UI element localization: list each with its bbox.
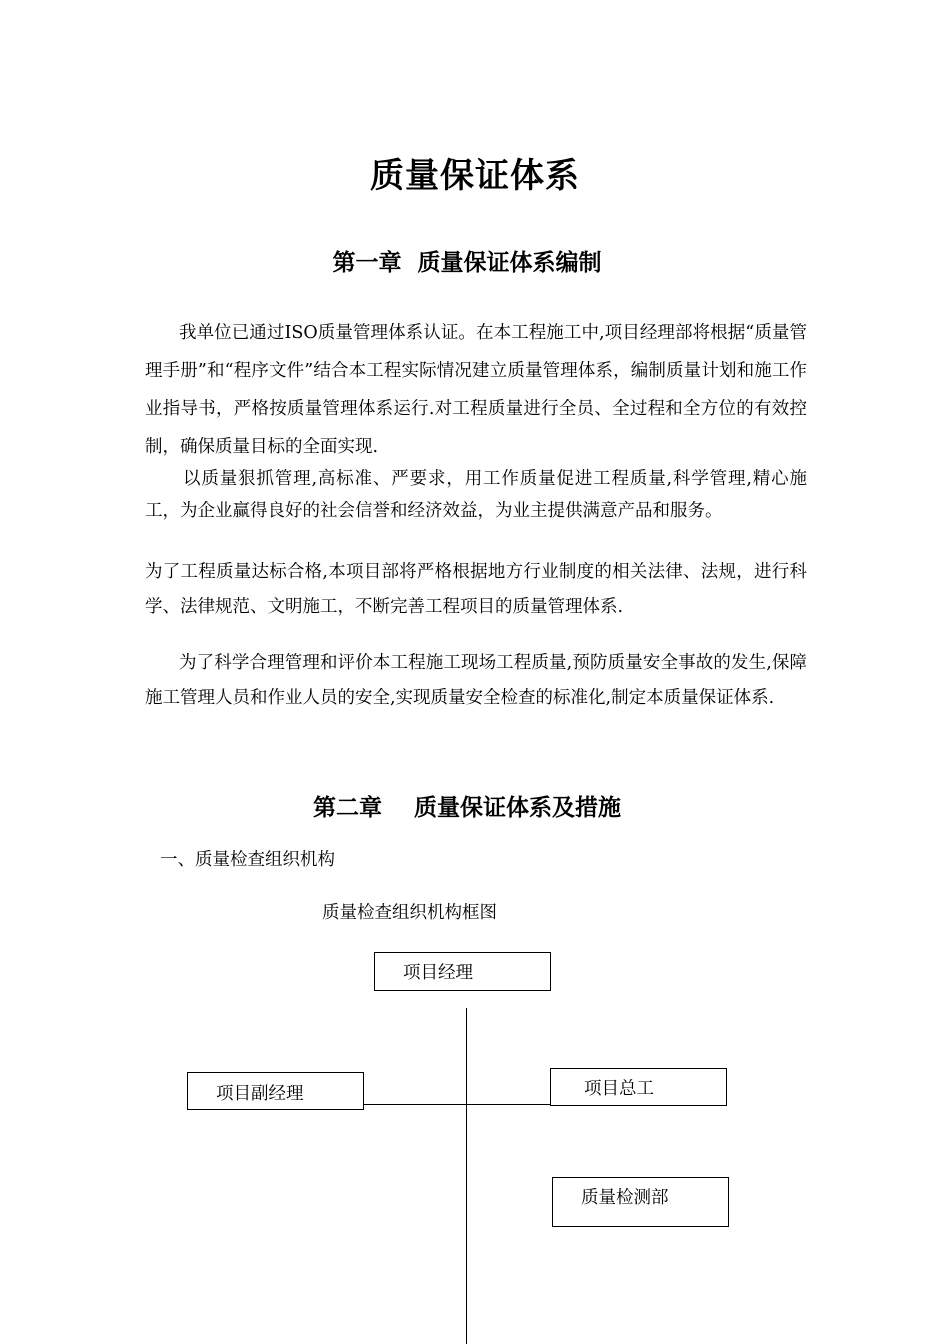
chapter1-heading: 第一章 质量保证体系编制 (332, 250, 602, 276)
org-node-label: 质量检测部 (581, 1188, 669, 1208)
org-chart-vertical-connector (466, 1008, 467, 1344)
org-node-label: 项目经理 (403, 963, 473, 983)
section-heading: 一、质量检查组织机构 (160, 850, 335, 870)
chapter1-paragraph-1: 我单位已通过ISO质量管理体系认证。在本工程施工中,项目经理部将根据“质量管理手册”和“程序文件”结合本工程实际情况建立质量管理体系，编制质量计划和施工作业指导书，严格按质量管理体系运行.对工程质量进行全员、全过程和全方位的有效控制，确保质量目标的全面实现. (145, 323, 807, 457)
org-node-project-manager (374, 952, 551, 991)
document-title: 质量保证体系 (370, 156, 580, 196)
chapter1-paragraph-2: 以质量狠抓管理,高标准、严要求，用工作质量促进工程质量,科学管理,精心施工，为企业赢得良好的社会信誉和经济效益，为业主提供满意产品和服务。 (145, 469, 807, 521)
org-node-label: 项目副经理 (216, 1084, 304, 1104)
chapter2-heading: 第二章 质量保证体系及措施 (312, 795, 622, 821)
chapter1-paragraph-4: 为了科学合理管理和评价本工程施工现场工程质量,预防质量安全事故的发生,保障施工管理人员和作业人员的安全,实现质量安全检查的标准化,制定本质量保证体系. (145, 653, 807, 708)
org-chart-caption: 质量检查组织机构框图 (322, 903, 497, 923)
org-node-quality-dept (552, 1177, 729, 1227)
chapter1-paragraph-3: 为了工程质量达标合格,本项目部将严格根据地方行业制度的相关法律、法规，进行科学、法律规范、文明施工，不断完善工程项目的质量管理体系. (145, 562, 807, 617)
org-node-label: 项目总工 (584, 1079, 654, 1099)
org-node-chief-engineer (550, 1068, 727, 1106)
org-node-deputy-manager (187, 1072, 364, 1110)
org-chart-horizontal-connector (364, 1104, 550, 1105)
